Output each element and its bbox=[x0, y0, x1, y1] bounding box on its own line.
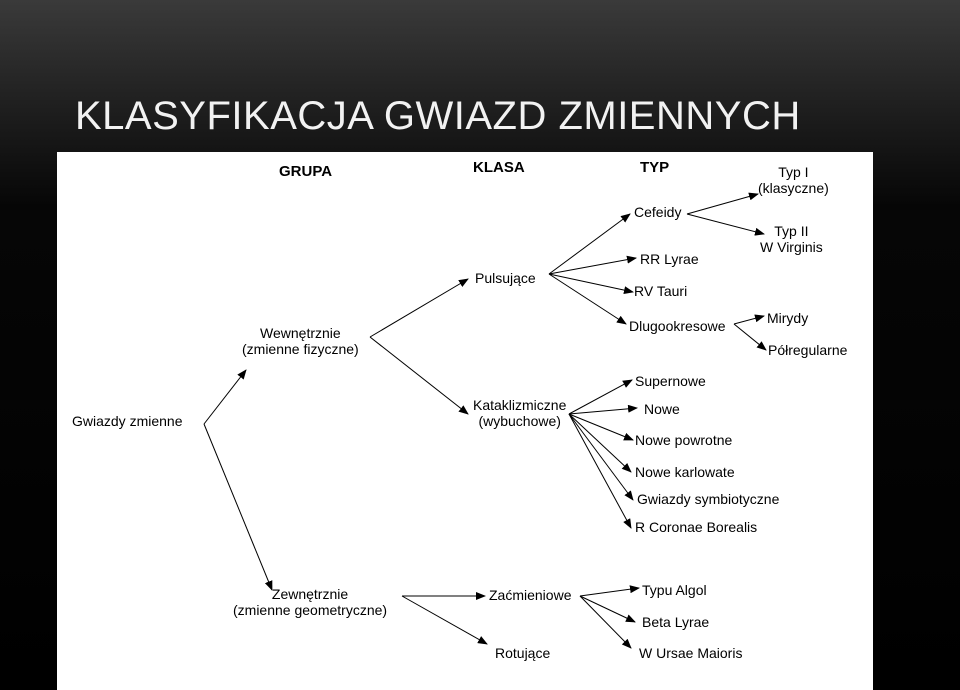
node-cataclysmic bbox=[473, 397, 566, 429]
node-type-1 bbox=[758, 164, 829, 196]
node-extrinsic bbox=[233, 586, 387, 618]
arrow-intrinsic-pulsating bbox=[370, 279, 468, 337]
arrow-root-intrinsic bbox=[204, 370, 246, 424]
node-intrinsic bbox=[242, 325, 359, 357]
arrow-pulsating-cepheids bbox=[549, 214, 630, 274]
arrow-longperiod-mira bbox=[734, 316, 764, 324]
node-extrinsic-line2: (zmienne geometryczne) bbox=[233, 602, 388, 618]
arrow-eclipsing-wuma bbox=[580, 596, 631, 648]
node-w-uma: W Ursae Maioris bbox=[639, 645, 743, 661]
node-rotating: Rotujące bbox=[495, 645, 551, 661]
classification-diagram bbox=[57, 152, 873, 690]
node-cataclysmic-line1: Kataklizmiczne bbox=[473, 397, 567, 413]
node-symbiotic: Gwiazdy symbiotyczne bbox=[637, 491, 780, 507]
arrow-eclipsing-algol bbox=[580, 588, 639, 596]
node-novae: Nowe bbox=[644, 401, 680, 417]
node-r-cr-b: R Coronae Borealis bbox=[635, 519, 758, 535]
arrow-cepheids-type1 bbox=[687, 194, 758, 214]
arrow-longperiod-semiregular bbox=[734, 324, 766, 350]
node-type-1-line2: (klasyczne) bbox=[758, 180, 829, 196]
arrow-pulsating-rrlyrae bbox=[549, 258, 636, 274]
header-group: GRUPA bbox=[279, 163, 333, 180]
node-algol: Typu Algol bbox=[642, 582, 707, 598]
node-type-2-line1: Typ II bbox=[774, 223, 809, 239]
node-supernovae: Supernowe bbox=[635, 373, 706, 389]
arrow-cataclysmic-dwarf bbox=[569, 414, 631, 472]
node-long-period: Dlugookresowe bbox=[629, 318, 726, 334]
node-type-2-line2: W Virginis bbox=[760, 239, 823, 255]
node-variable-stars: Gwiazdy zmienne bbox=[72, 413, 183, 429]
node-intrinsic-line2: (zmienne fizyczne) bbox=[242, 341, 359, 357]
arrow-root-extrinsic bbox=[204, 424, 272, 590]
node-mira: Mirydy bbox=[767, 310, 809, 326]
arrow-intrinsic-cataclysmic bbox=[370, 337, 468, 414]
node-eclipsing: Zaćmieniowe bbox=[489, 587, 572, 603]
arrow-eclipsing-betalyrae bbox=[580, 596, 635, 622]
node-type-2 bbox=[760, 223, 823, 255]
node-semiregular: Półregularne bbox=[768, 342, 848, 358]
node-cepheids: Cefeidy bbox=[634, 204, 682, 220]
arrow-pulsating-rvtauri bbox=[549, 274, 633, 292]
slide-title: KLASYFIKACJA GWIAZD ZMIENNYCH bbox=[75, 94, 801, 138]
node-type-1-line1: Typ I bbox=[778, 164, 809, 180]
node-intrinsic-line1: Wewnętrznie bbox=[260, 325, 341, 341]
arrow-cepheids-type2 bbox=[687, 214, 764, 234]
header-type: TYP bbox=[640, 159, 670, 176]
arrow-pulsating-longperiod bbox=[549, 274, 626, 324]
node-extrinsic-line1: Zewnętrznie bbox=[271, 586, 349, 602]
node-rv-tauri: RV Tauri bbox=[634, 283, 688, 299]
arrow-extrinsic-rotating bbox=[402, 596, 487, 644]
node-cataclysmic-line2: (wybuchowe) bbox=[478, 413, 561, 429]
node-dwarf-novae: Nowe karlowate bbox=[635, 464, 735, 480]
node-recurrent-novae: Nowe powrotne bbox=[635, 432, 733, 448]
node-beta-lyrae: Beta Lyrae bbox=[642, 614, 710, 630]
header-class: KLASA bbox=[473, 159, 525, 176]
node-rr-lyrae: RR Lyrae bbox=[640, 251, 699, 267]
node-pulsating: Pulsujące bbox=[475, 270, 536, 286]
arrow-cataclysmic-rcrb bbox=[569, 414, 631, 528]
